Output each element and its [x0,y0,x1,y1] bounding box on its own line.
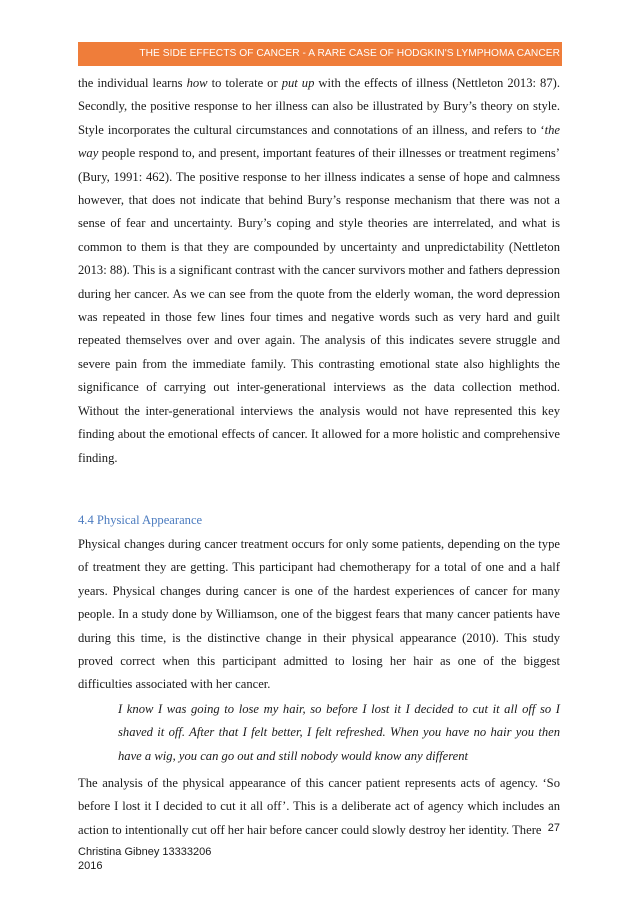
page-content [78,72,560,842]
header-title: THE SIDE EFFECTS OF CANCER - A RARE CASE OF HODGKIN'S LYMPHOMA CANCER [78,42,562,66]
footer-year: 2016 [78,860,103,872]
section-heading: 4.4 Physical Appearance [78,512,203,527]
emphasis-text: the way [78,122,560,161]
paragraph-2: Physical changes during cancer treatment occurs for only some patients, depending on the type of treatment they are getting. This participant had chemotherapy for a total of one and a half years. Physical changes during cancer is one of the hardest experiences of cancer for many people. In a study done by Williamson, one of the biggest fears that many cancer patients have during this time, is the distinctive change in their physical appearance (2010). This study proved correct when this participant admitted to losing her hair as one of the biggest difficulties associated with her cancer. [78,536,560,692]
footer-author: Christina Gibney 13333206 [78,846,212,858]
text-run: to tolerate or [207,76,282,90]
paragraph-3: The analysis of the physical appearance of this cancer patient represents acts of agency. ‘So before I lost it I decided to cut it all off’. This is a deliberate act of agency which includes an action to intentionally cut off her hair before cancer could slowly destroy her identity. There [78,775,560,837]
block-quote: I know I was going to lose my hair, so before I lost it I decided to cut it all off so I shaved it off. After that I felt better, I felt refreshed. When you have no hair you then have a wig, you can go out and still nobody would know any different [118,701,560,763]
text-run: people respond to, and present, important features of their illnesses or treatment regimens’ (Bury, 1991: 462). The positive response to her illness indicates a sense of hope and calmness however, that does not indicate that behind Bury’s response mechanism that there was not a sense of fear and uncertainty. Bury’s coping and style theories are interrelated, and what is common to them is that they are compounded by uncertainty and unpredictability (Nettleton 2013: 88). This is a significant contrast with the cancer survivors mother and fathers depression during her cancer. As we can see from the quote from the elderly woman, the word depression was repeated in those few lines four times and negative words such as very hard and guilt repeated themselves over and over again. The analysis of this indicates severe struggle and severe pain from the immediate family. This contrasting emotional state also highlights the significance of carrying out inter-generational interviews as the data collection method. Without the inter-generational interviews the analysis would not have represented this key finding about the emotional effects of cancer. It allowed for a more holistic and comprehensive finding. [78,146,560,465]
paragraph-1 [78,72,560,470]
emphasis-text: how [186,76,208,90]
emphasis-text: put up [281,76,315,90]
footer [78,845,211,873]
text-run: the individual learns [78,76,187,90]
text-run: with the effects of illness (Nettleton 2013: 87). Secondly, the positive response to her illness can also be illustrated by Bury’s theory on style. Style incorporates the cultural circumstances and connotations of an illness, and refers to ‘ [78,76,560,137]
page-number: 27 [547,822,560,834]
